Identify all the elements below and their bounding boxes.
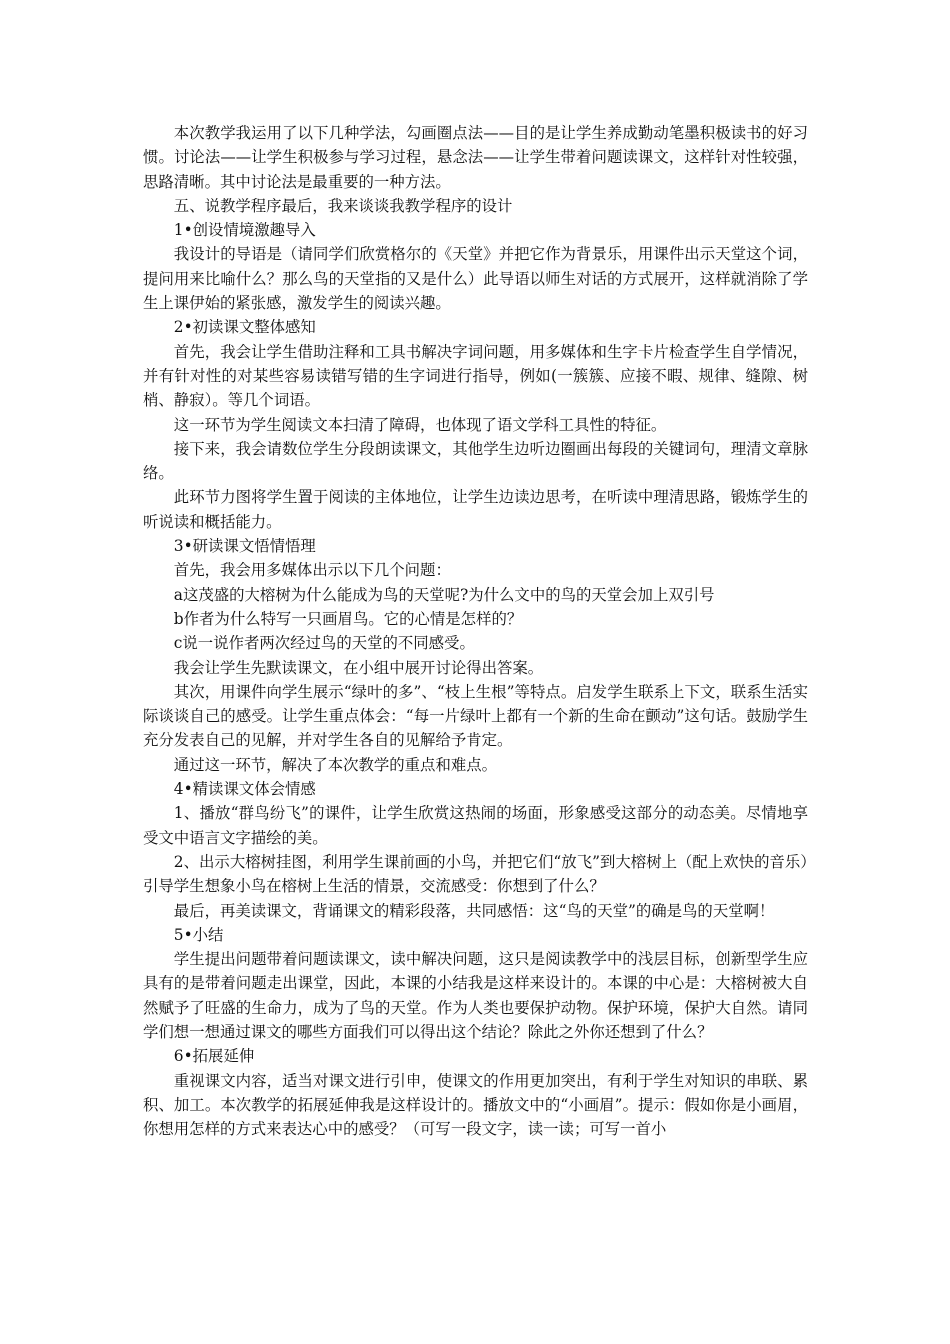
question-a: a这茂盛的大榕树为什么能成为鸟的天堂呢?为什么文中的鸟的天堂会加上双引号	[173, 585, 715, 604]
section-heading-teaching-procedure: 五、说教学程序最后，我来谈谈我教学程序的设计	[173, 196, 513, 215]
paragraph-questions-intro: 首先，我会用多媒体出示以下几个问题：	[173, 561, 451, 580]
paragraph-vocabulary: 首先，我会让学生借助注释和工具书解决字词问题，用多媒体和生字卡片检查学生自学情况，并有针对性的对某些容易读错写错的生字词进行指导，例如(一簇簇、应接不暇、规律、缝隙、树梢、静寂）。等几个词语。	[143, 342, 808, 410]
paragraph-tool-nature: 这一环节为学生阅读文本扫清了障碍，也体现了语文学科工具性的特征。	[173, 415, 667, 434]
paragraph-group-discussion: 我会让学生先默读课文，在小组中展开讨论得出答案。	[173, 658, 544, 677]
question-b: b作者为什么特写一只画眉鸟。它的心情是怎样的？	[173, 609, 523, 628]
paragraph-key-points: 通过这一环节，解决了本次教学的重点和难点。	[173, 755, 498, 774]
step-heading-6: 6•拓展延伸	[173, 1047, 255, 1066]
paragraph-extension: 重视课文内容，适当对课文进行引申，使课文的作用更加突出，有利于学生对知识的串联、累积、加工。本次教学的拓展延伸我是这样设计的。播放文中的“小画眉”。提示：假如你是小画眉，你想用怎样的方式来表达心中的感受？（可写一段文字，读一读；可写一首小	[143, 1071, 808, 1139]
paragraph-summary: 学生提出问题带着问题读课文，读中解决问题，这只是阅读教学中的浅层目标，创新型学生应具有的是带着问题走出课堂，因此，本课的小结我是这样来设计的。本课的中心是：大榕树被大自然赋予了旺盛的生命力，成为了鸟的天堂。作为人类也要保护动物。保护环境，保护大自然。请同学们想一想通过课文的哪些方面我们可以得出这个结论？除此之外你还想到了什么？	[143, 950, 808, 1041]
paragraph-intro-design: 我设计的导语是（请同学们欣赏格尔的《天堂》并把它作为背景乐，用课件出示天堂这个词，提问用来比喻什么？那么鸟的天堂指的又是什么）此导语以师生对话的方式展开，这样就消除了学生上课伊始的紧张感，激发学生的阅读兴趣。	[143, 245, 808, 313]
document-page	[143, 121, 808, 1141]
step-heading-2: 2•初读课文整体感知	[173, 318, 316, 337]
paragraph-recitation: 最后，再美读课文，背诵课文的精彩段落，共同感悟：这“鸟的天堂”的确是鸟的天堂啊！	[173, 901, 775, 920]
step-heading-5: 5•小结	[173, 925, 224, 944]
paragraph-birds-flying: 1、播放“群鸟纷飞”的课件，让学生欣赏这热闹的场面，形象感受这部分的动态美。尽情地享受文中语言文字描绘的美。	[143, 804, 808, 847]
paragraph-reading-aloud: 接下来，我会请数位学生分段朗读课文，其他学生边听边圈画出每段的关键词句，理清文章脉络。	[143, 439, 808, 483]
paragraph-banyan-chart: 2、出示大榕树挂图，利用学生课前画的小鸟，并把它们“放飞”到大榕树上（配上欢快的音乐）引导学生想象小鸟在榕树上生活的情景，交流感受：你想到了什么？	[143, 852, 808, 896]
question-c: c说一说作者两次经过鸟的天堂的不同感受。	[173, 634, 475, 653]
paragraph-reading-subject: 此环节力图将学生置于阅读的主体地位，让学生边读边思考，在听读中理清思路，锻炼学生的听说读和概括能力。	[143, 488, 808, 531]
paragraph-courseware-features: 其次，用课件向学生展示“绿叶的多”、“枝上生根”等特点。启发学生联系上下文，联系生活实际谈谈自己的感受。让学生重点体会：“每一片绿叶上都有一个新的生命在颤动”这句话。鼓励学生充分发表自己的见解，并对学生各自的见解给予肯定。	[143, 682, 808, 750]
step-heading-1: 1•创设情境激趣导入	[173, 221, 316, 240]
step-heading-3: 3•研读课文悟情悟理	[173, 537, 316, 556]
paragraph-learning-methods: 本次教学我运用了以下几种学法，勾画圈点法——目的是让学生养成勤动笔墨积极读书的好习惯。讨论法——让学生积极参与学习过程，悬念法——让学生带着问题读课文，这样针对性较强，思路清晰。其中讨论法是最重要的一种方法。	[143, 124, 808, 191]
step-heading-4: 4•精读课文体会情感	[173, 780, 316, 799]
